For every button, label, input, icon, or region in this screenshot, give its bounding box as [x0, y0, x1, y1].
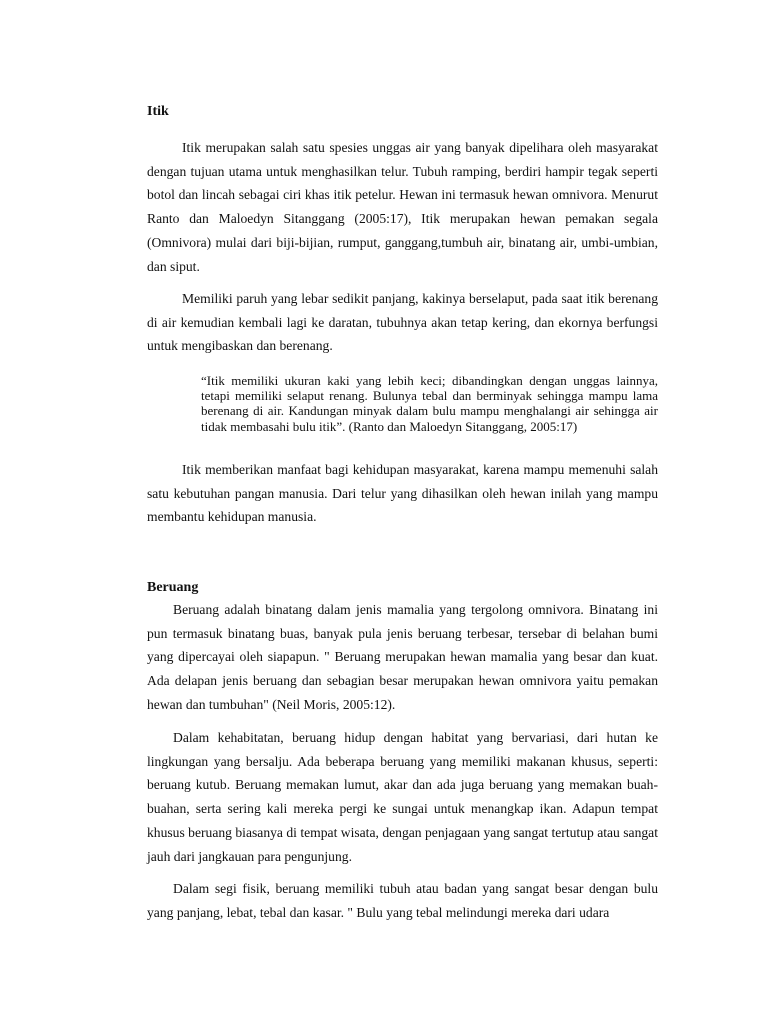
paragraph-beruang-3: Dalam segi fisik, beruang memiliki tubuh atau badan yang sangat besar dengan bulu yang panjang, lebat, tebal dan kasar. " Bulu yang tebal melindungi mereka dari udara [147, 881, 658, 920]
section-heading-itik: Itik [147, 104, 169, 119]
paragraph-itik-1: Itik merupakan salah satu spesies unggas air yang banyak dipelihara oleh masyarakat dengan tujuan utama untuk menghasilkan telur. Tubuh ramping, berdiri hampir tegak seperti botol dan lincah sebagai ciri khas itik petelur. Hewan ini termasuk hewan omnivora. Menurut Ranto dan Maloedyn Sitanggang (2005:17), Itik merupakan hewan pemakan segala (Omnivora) mulai dari biji-bijian, rumput, ganggang,tumbuh air, binatang air, umbi-umbian, dan siput. [147, 140, 658, 274]
paragraph-itik-2: Memiliki paruh yang lebar sedikit panjang, kakinya berselaput, pada saat itik berenang di air kemudian kembali lagi ke daratan, tubuhnya akan tetap kering, dan ekornya berfungsi untuk mengibaskan dan berenang. [147, 291, 658, 354]
paragraph-beruang-1: Beruang adalah binatang dalam jenis mamalia yang tergolong omnivora. Binatang ini pun termasuk binatang buas, banyak pula jenis beruang terbesar, tersebar di belahan bumi yang dipercayai oleh siapapun. " Beruang merupakan hewan mamalia yang besar dan kuat. Ada delapan jenis beruang dan sebagian besar merupakan hewan omnivora yaitu pemakan hewan dan tumbuhan" (Neil Moris, 2005:12). [147, 602, 658, 712]
section-heading-beruang: Beruang [147, 580, 199, 595]
paragraph-itik-3: Itik memberikan manfaat bagi kehidupan masyarakat, karena mampu memenuhi salah satu kebutuhan pangan manusia. Dari telur yang dihasilkan oleh hewan inilah yang mampu membantu kehidupan manusia. [147, 462, 658, 525]
paragraph-beruang-2: Dalam kehabitatan, beruang hidup dengan habitat yang bervariasi, dari hutan ke lingkungan yang bersalju. Ada beberapa beruang yang memiliki makanan khusus, seperti: beruang kutub. Beruang memakan lumut, akar dan ada juga beruang yang memakan buah-buahan, serta sering kali mereka pergi ke sungai untuk menangkap ikan. Adapun tempat khusus beruang biasanya di tempat wisata, dengan penjagaan yang sangat tertutup atau sangat jauh dari jangkauan para pengunjung. [147, 730, 658, 864]
block-quote-itik: “Itik memiliki ukuran kaki yang lebih keci; dibandingkan dengan unggas lainnya, tetapi memiliki selaput renang. Bulunya tebal dan berminyak sehingga mampu lama berenang di air. Kandungan minyak dalam bulu mampu menghalangi air sehingga air tidak membasahi bulu itik”. (Ranto dan Maloedyn Sitanggang, 2005:17) [201, 373, 658, 434]
